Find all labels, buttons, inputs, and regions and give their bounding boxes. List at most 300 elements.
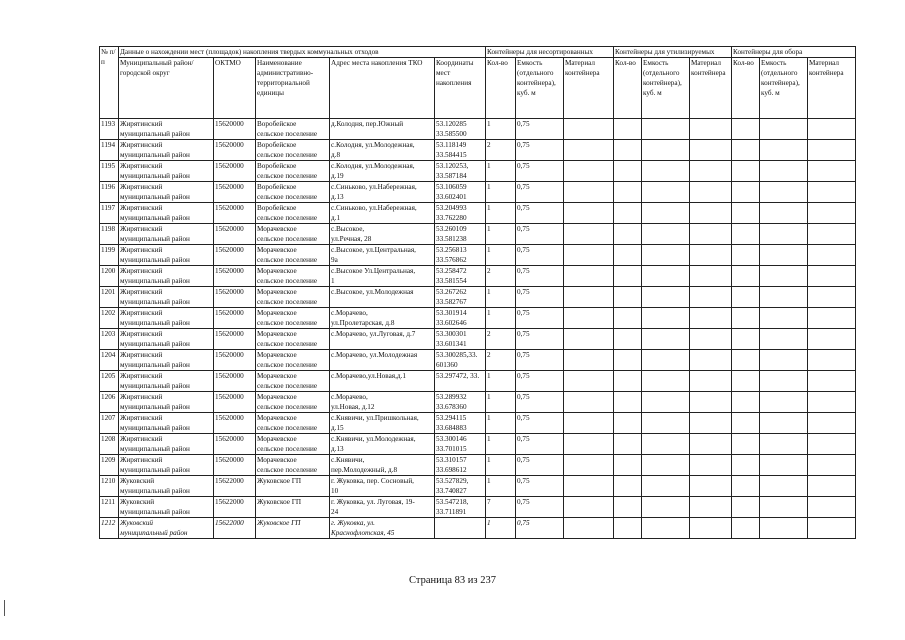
cell-admin-unit — [256, 140, 330, 161]
waste-sites-table-sheet — [99, 46, 855, 539]
cell-district — [119, 497, 214, 518]
cell-oktmo: 15620000 — [214, 329, 256, 350]
cell-coordinates-line-1: 53.204993 — [436, 204, 467, 212]
cell-district — [119, 308, 214, 329]
cell-admin-unit-line-1: Морачевское — [257, 372, 297, 380]
cell-address-line-1: с.Морачево, ул.Молодежная — [331, 351, 418, 359]
cell-address-line-1: с.Высокое Ул.Центральная, — [331, 267, 416, 275]
cell-address — [330, 287, 435, 308]
table-row — [100, 413, 856, 434]
cell-qty: 1 — [486, 203, 516, 224]
cell-address-line-2: 10 — [331, 487, 339, 495]
cell-address-line-1: с.Морачево, ул.Луговая, д.7 — [331, 330, 416, 338]
cell-material — [564, 518, 614, 539]
cell-oktmo: 15620000 — [214, 308, 256, 329]
cell-material — [564, 455, 614, 476]
header-oktmo: ОКТМО — [214, 58, 256, 119]
table-row — [100, 140, 856, 161]
cell-qty-recycle — [614, 329, 642, 350]
cell-material-recycle — [690, 161, 732, 182]
cell-qty: 1 — [486, 371, 516, 392]
cell-district-line-1: Жирятинский — [120, 309, 163, 317]
cell-capacity-collect — [760, 371, 808, 392]
cell-material-recycle — [690, 203, 732, 224]
cell-num: 1196 — [100, 182, 119, 203]
cell-address — [330, 329, 435, 350]
cell-oktmo: 15620000 — [214, 266, 256, 287]
cell-qty-collect — [732, 497, 760, 518]
cell-address-line-2: д.15 — [331, 424, 344, 432]
cell-district-line-2: муниципальный район — [120, 151, 190, 159]
cell-qty-recycle — [614, 266, 642, 287]
cell-coordinates-line-1: 53.118149 — [436, 141, 467, 149]
cell-qty-collect — [732, 350, 760, 371]
cell-capacity: 0,75 — [516, 287, 564, 308]
cell-coordinates-line-1: 53.294115 — [436, 414, 467, 422]
cell-admin-unit — [256, 371, 330, 392]
cell-coordinates-line-2: 33.698612 — [436, 466, 467, 474]
cell-material-collect — [808, 476, 856, 497]
cell-admin-unit-line-1: Воробейское — [257, 141, 297, 149]
cell-material-recycle — [690, 371, 732, 392]
cell-material — [564, 224, 614, 245]
cell-district-line-1: Жирятинский — [120, 120, 163, 128]
cell-address-line-2: ул.Новая, д.12 — [331, 403, 375, 411]
cell-coordinates — [435, 182, 486, 203]
cell-district-line-2: муниципальный район — [120, 403, 190, 411]
cell-material-recycle — [690, 119, 732, 140]
cell-coordinates-line-1: 53.267262 — [436, 288, 467, 296]
cell-district-line-2: муниципальный район — [120, 319, 190, 327]
cell-district-line-2: муниципальный район — [120, 487, 190, 495]
cell-qty-collect — [732, 455, 760, 476]
cell-capacity: 0,75 — [516, 140, 564, 161]
cell-qty: 1 — [486, 182, 516, 203]
cell-coordinates — [435, 119, 486, 140]
cell-address — [330, 371, 435, 392]
cell-num: 1206 — [100, 392, 119, 413]
cell-coordinates-line-1: 53.297472, 33. — [436, 372, 480, 380]
cell-address-line-1: с.Высокое, ул.Молодежная — [331, 288, 414, 296]
cell-district-line-1: Жирятинский — [120, 204, 163, 212]
cell-capacity-recycle — [642, 203, 690, 224]
cell-address-line-2: д.1 — [331, 214, 341, 222]
cell-address-line-2: Краснофлотская, 45 — [331, 529, 395, 537]
cell-coordinates-line-2: 33.581554 — [436, 277, 467, 285]
table-row — [100, 161, 856, 182]
cell-admin-unit-line-2: сельское поселение — [257, 403, 318, 411]
cell-admin-unit-line-1: Жуковское ГП — [257, 477, 302, 485]
cell-oktmo: 15620000 — [214, 392, 256, 413]
cell-district-line-2: муниципальный район — [120, 193, 190, 201]
cell-material-recycle — [690, 434, 732, 455]
cell-admin-unit-line-2: сельское поселение — [257, 424, 318, 432]
cell-coordinates-line-1: 53.547218, — [436, 498, 469, 506]
cell-district — [119, 266, 214, 287]
cell-qty: 1 — [486, 413, 516, 434]
cell-material-collect — [808, 266, 856, 287]
cell-capacity: 0,75 — [516, 182, 564, 203]
cell-coordinates-line-1: 53.527829, — [436, 477, 469, 485]
cell-address — [330, 140, 435, 161]
cell-capacity-recycle — [642, 119, 690, 140]
cell-oktmo: 15620000 — [214, 182, 256, 203]
cell-qty: 1 — [486, 518, 516, 539]
cell-qty-collect — [732, 476, 760, 497]
cell-capacity: 0,75 — [516, 203, 564, 224]
cell-coordinates — [435, 287, 486, 308]
cell-district-line-2: муниципальный район — [120, 466, 190, 474]
cell-district-line-2: муниципальный район — [120, 130, 190, 138]
cell-capacity-collect — [760, 413, 808, 434]
cell-address-line-1: с.Высокое, ул.Центральная, — [331, 246, 416, 254]
cell-coordinates — [435, 455, 486, 476]
cell-material — [564, 392, 614, 413]
cell-admin-unit — [256, 329, 330, 350]
cell-coordinates — [435, 497, 486, 518]
cell-material-recycle — [690, 182, 732, 203]
cell-qty-recycle — [614, 455, 642, 476]
cell-qty: 2 — [486, 350, 516, 371]
cell-district-line-1: Жирятинский — [120, 246, 163, 254]
cell-qty: 1 — [486, 224, 516, 245]
header-qty-recycle: Кол-во — [614, 58, 642, 119]
cell-qty: 1 — [486, 119, 516, 140]
cell-admin-unit-line-1: Воробейское — [257, 204, 297, 212]
cell-district-line-1: Жирятинский — [120, 393, 163, 401]
cell-address-line-2: д.13 — [331, 445, 344, 453]
cell-district-line-2: муниципальный район — [120, 172, 190, 180]
cell-district-line-2: муниципальный район — [120, 361, 190, 369]
cell-coordinates-line-2: 33.684883 — [436, 424, 467, 432]
cell-admin-unit-line-2: сельское поселение — [257, 445, 318, 453]
cell-admin-unit — [256, 455, 330, 476]
cell-admin-unit-line-1: Воробейское — [257, 120, 297, 128]
cell-qty-recycle — [614, 392, 642, 413]
cell-coordinates-line-2: 33.711891 — [436, 508, 467, 516]
cell-oktmo: 15620000 — [214, 161, 256, 182]
cell-coordinates — [435, 413, 486, 434]
cell-material-collect — [808, 329, 856, 350]
cell-material-recycle — [690, 350, 732, 371]
cell-address — [330, 476, 435, 497]
cell-admin-unit-line-2: сельское поселение — [257, 235, 318, 243]
header-group-data: Данные о нахождении мест (площадок) накопления твердых коммунальных отходов — [119, 47, 486, 58]
cell-num: 1193 — [100, 119, 119, 140]
header-qty-collect: Кол-во — [732, 58, 760, 119]
cell-district-line-2: муниципальный район — [120, 256, 190, 264]
cell-qty-collect — [732, 182, 760, 203]
cell-qty-collect — [732, 518, 760, 539]
cell-district-line-1: Жирятинский — [120, 225, 163, 233]
cell-coordinates-line-2: 33.762280 — [436, 214, 467, 222]
cell-district-line-1: Жуковский — [120, 519, 154, 527]
cell-address — [330, 413, 435, 434]
cell-qty: 1 — [486, 392, 516, 413]
cell-address-line-1: с.Морачево, — [331, 309, 368, 317]
cell-capacity-collect — [760, 287, 808, 308]
cell-capacity: 0,75 — [516, 224, 564, 245]
cell-material-recycle — [690, 455, 732, 476]
cell-material — [564, 266, 614, 287]
cell-admin-unit-line-1: Морачевское — [257, 393, 297, 401]
cell-qty: 1 — [486, 161, 516, 182]
cell-address — [330, 203, 435, 224]
cell-capacity-recycle — [642, 392, 690, 413]
cell-material-collect — [808, 371, 856, 392]
cell-qty-recycle — [614, 434, 642, 455]
cell-num: 1201 — [100, 287, 119, 308]
header-num: № п/п — [100, 47, 119, 119]
cell-oktmo: 15620000 — [214, 455, 256, 476]
cell-coordinates-line-2: 33.587184 — [436, 172, 467, 180]
cell-coordinates — [435, 266, 486, 287]
cell-material — [564, 413, 614, 434]
cell-coordinates — [435, 140, 486, 161]
header-district: Муниципальный район/городской округ — [119, 58, 214, 119]
cell-qty-recycle — [614, 476, 642, 497]
cell-capacity-recycle — [642, 434, 690, 455]
cell-district-line-1: Жирятинский — [120, 372, 163, 380]
cell-qty-recycle — [614, 224, 642, 245]
cell-coordinates-line-2: 33.701015 — [436, 445, 467, 453]
cell-material-collect — [808, 119, 856, 140]
cell-num: 1203 — [100, 329, 119, 350]
header-capacity-unsorted: Емкость (отдельного контейнера), куб. м — [516, 58, 564, 119]
cell-qty-collect — [732, 308, 760, 329]
cell-qty-recycle — [614, 203, 642, 224]
cell-capacity-collect — [760, 224, 808, 245]
cell-admin-unit-line-1: Морачевское — [257, 330, 297, 338]
cell-district-line-1: Жирятинский — [120, 288, 163, 296]
cell-capacity-collect — [760, 518, 808, 539]
cell-qty-collect — [732, 266, 760, 287]
cell-capacity-recycle — [642, 476, 690, 497]
cell-material-recycle — [690, 140, 732, 161]
cell-coordinates — [435, 371, 486, 392]
cell-address-line-2: ул.Речная, 28 — [331, 235, 372, 243]
cell-qty: 2 — [486, 266, 516, 287]
table-row — [100, 434, 856, 455]
cell-material-collect — [808, 203, 856, 224]
cell-oktmo: 15622000 — [214, 476, 256, 497]
cell-district — [119, 371, 214, 392]
cell-material — [564, 119, 614, 140]
cell-address-line-2: д.8 — [331, 151, 341, 159]
cell-district-line-1: Жирятинский — [120, 162, 163, 170]
cell-admin-unit — [256, 161, 330, 182]
cell-address-line-1: с.Синьково, ул.Набережная, — [331, 183, 417, 191]
cell-material-collect — [808, 287, 856, 308]
cell-qty-collect — [732, 245, 760, 266]
cell-qty-collect — [732, 119, 760, 140]
cell-coordinates-line-2: 33.576862 — [436, 256, 467, 264]
cell-address — [330, 224, 435, 245]
cell-district-line-2: муниципальный район — [120, 340, 190, 348]
cell-admin-unit-line-1: Морачевское — [257, 267, 297, 275]
cell-admin-unit-line-1: Морачевское — [257, 225, 297, 233]
cell-capacity-recycle — [642, 497, 690, 518]
cell-coordinates-line-1: 53.310157 — [436, 456, 467, 464]
cell-district-line-2: муниципальный район — [120, 214, 190, 222]
cell-num: 1210 — [100, 476, 119, 497]
cell-material — [564, 140, 614, 161]
cell-capacity: 0,75 — [516, 308, 564, 329]
cell-admin-unit-line-2: сельское поселение — [257, 151, 318, 159]
cell-material-recycle — [690, 518, 732, 539]
cell-capacity-recycle — [642, 371, 690, 392]
cell-oktmo: 15620000 — [214, 287, 256, 308]
cell-admin-unit — [256, 308, 330, 329]
cell-material — [564, 329, 614, 350]
cell-oktmo: 15620000 — [214, 119, 256, 140]
cell-coordinates-line-2: 33.602401 — [436, 193, 467, 201]
cell-num: 1195 — [100, 161, 119, 182]
cell-oktmo: 15620000 — [214, 203, 256, 224]
cell-admin-unit — [256, 413, 330, 434]
cell-qty-collect — [732, 140, 760, 161]
cell-district — [119, 161, 214, 182]
cell-admin-unit-line-2: сельское поселение — [257, 466, 318, 474]
cell-capacity-collect — [760, 476, 808, 497]
cell-oktmo: 15622000 — [214, 518, 256, 539]
cell-capacity-collect — [760, 203, 808, 224]
cell-qty-collect — [732, 224, 760, 245]
cell-coordinates-line-1: 53.300301 — [436, 330, 467, 338]
cell-district-line-2: муниципальный район — [120, 298, 190, 306]
cell-capacity-collect — [760, 140, 808, 161]
cell-capacity-collect — [760, 266, 808, 287]
cell-admin-unit — [256, 518, 330, 539]
cell-oktmo: 15620000 — [214, 434, 256, 455]
cell-oktmo: 15620000 — [214, 413, 256, 434]
cell-num: 1211 — [100, 497, 119, 518]
cell-oktmo: 15620000 — [214, 371, 256, 392]
cell-address-line-1: с.Морачево, — [331, 393, 368, 401]
cell-material-recycle — [690, 392, 732, 413]
cell-admin-unit — [256, 392, 330, 413]
waste-sites-table — [99, 46, 856, 539]
cell-material-collect — [808, 392, 856, 413]
cell-admin-unit — [256, 266, 330, 287]
cell-district-line-2: муниципальный район — [120, 508, 190, 516]
cell-district — [119, 476, 214, 497]
cell-qty-recycle — [614, 119, 642, 140]
cell-address — [330, 266, 435, 287]
cell-capacity-collect — [760, 434, 808, 455]
cell-oktmo: 15622000 — [214, 497, 256, 518]
cell-material-recycle — [690, 329, 732, 350]
table-row — [100, 308, 856, 329]
cell-district-line-1: Жирятинский — [120, 351, 163, 359]
cell-capacity-recycle — [642, 308, 690, 329]
cell-district-line-1: Жирятинский — [120, 414, 163, 422]
cell-qty-collect — [732, 329, 760, 350]
cell-qty-recycle — [614, 245, 642, 266]
cell-admin-unit — [256, 224, 330, 245]
cell-address-line-1: с.Колодня, ул.Молодежная, — [331, 162, 415, 170]
cell-coordinates — [435, 329, 486, 350]
cell-material — [564, 287, 614, 308]
table-row — [100, 266, 856, 287]
cell-district-line-2: муниципальный район — [120, 445, 190, 453]
cell-address-line-1: с.Высокое, — [331, 225, 365, 233]
table-row — [100, 119, 856, 140]
cell-capacity: 0,75 — [516, 413, 564, 434]
cell-admin-unit-line-2: сельское поселение — [257, 172, 318, 180]
cell-district-line-1: Жирятинский — [120, 330, 163, 338]
cell-district — [119, 518, 214, 539]
cell-material-recycle — [690, 413, 732, 434]
cell-num: 1208 — [100, 434, 119, 455]
margin-mark — [4, 600, 5, 616]
cell-capacity-recycle — [642, 224, 690, 245]
cell-address-line-1: с.Княвичи, — [331, 456, 365, 464]
cell-capacity-recycle — [642, 266, 690, 287]
header-group-collect: Контейнеры для обора — [732, 47, 856, 58]
cell-capacity-recycle — [642, 518, 690, 539]
cell-material-collect — [808, 497, 856, 518]
cell-qty-collect — [732, 392, 760, 413]
cell-coordinates-line-1: 53.300146 — [436, 435, 467, 443]
cell-coordinates — [435, 392, 486, 413]
cell-admin-unit-line-2: сельское поселение — [257, 340, 318, 348]
cell-capacity-recycle — [642, 161, 690, 182]
cell-coordinates-line-1: 53.258472 — [436, 267, 467, 275]
cell-qty: 1 — [486, 434, 516, 455]
cell-capacity: 0,75 — [516, 161, 564, 182]
cell-capacity-collect — [760, 161, 808, 182]
cell-qty-collect — [732, 371, 760, 392]
cell-material-recycle — [690, 287, 732, 308]
header-capacity-collect: Емкость (отдельного контейнера), куб. м — [760, 58, 808, 119]
table-row — [100, 329, 856, 350]
header-material-unsorted: Материал контейнера — [564, 58, 614, 119]
cell-qty-recycle — [614, 140, 642, 161]
cell-capacity-collect — [760, 392, 808, 413]
cell-material-collect — [808, 350, 856, 371]
cell-capacity: 0,75 — [516, 434, 564, 455]
cell-qty: 2 — [486, 329, 516, 350]
cell-district-line-2: муниципальный район — [120, 277, 190, 285]
cell-district — [119, 119, 214, 140]
table-row — [100, 203, 856, 224]
cell-material-recycle — [690, 308, 732, 329]
cell-district — [119, 413, 214, 434]
cell-capacity-recycle — [642, 287, 690, 308]
cell-admin-unit — [256, 119, 330, 140]
cell-admin-unit — [256, 497, 330, 518]
cell-qty: 1 — [486, 455, 516, 476]
cell-material — [564, 182, 614, 203]
cell-admin-unit-line-2: сельское поселение — [257, 256, 318, 264]
cell-admin-unit-line-2: сельское поселение — [257, 382, 318, 390]
page-number: Страница 83 из 237 — [409, 575, 496, 586]
cell-material — [564, 476, 614, 497]
cell-qty-collect — [732, 434, 760, 455]
cell-address-line-1: с.Княвичи, ул.Пришкольная, — [331, 414, 419, 422]
cell-coordinates-line-2: 33.585500 — [436, 130, 467, 138]
table-row — [100, 518, 856, 539]
cell-qty: 7 — [486, 497, 516, 518]
table-row — [100, 350, 856, 371]
cell-material — [564, 371, 614, 392]
cell-coordinates-line-2: 33.582767 — [436, 298, 467, 306]
cell-district-line-1: Жирятинский — [120, 267, 163, 275]
cell-capacity-recycle — [642, 413, 690, 434]
cell-district — [119, 182, 214, 203]
table-row — [100, 287, 856, 308]
